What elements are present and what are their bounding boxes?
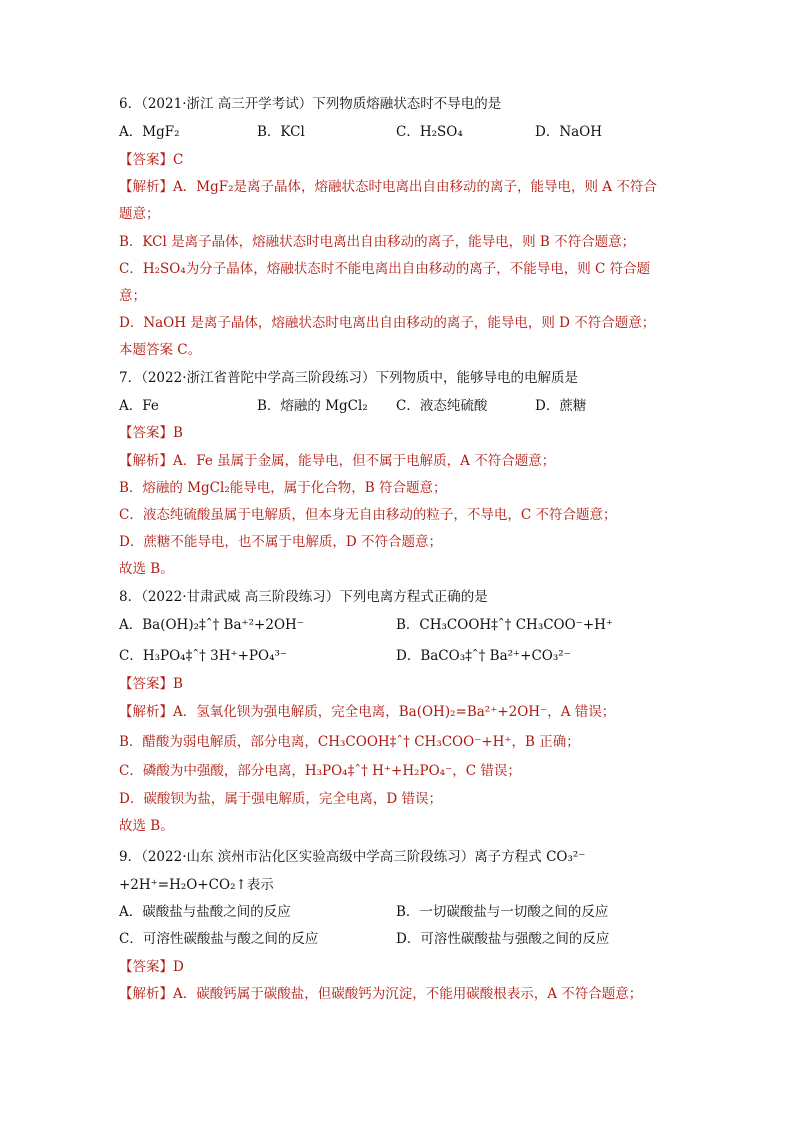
analysis-line: 题意； bbox=[119, 206, 160, 222]
option-c: C．液态纯硫酸 bbox=[396, 398, 488, 414]
analysis-line: 【解析】A．氢氧化钡为强电解质，完全电离，Ba(OH)₂=Ba²⁺+2OH⁻，A 错误； bbox=[119, 704, 616, 720]
option-b: B．CH₃COOH‡ˆ† CH₃COO⁻+H⁺ bbox=[396, 617, 614, 633]
analysis-line: C．磷酸为中强酸，部分电离，H₃PO₄‡ˆ† H⁺+H₂PO₄⁻，C 错误； bbox=[119, 763, 521, 779]
analysis-line: 【解析】A．碳酸钙属于碳酸盐，但碳酸钙为沉淀，不能用碳酸根表示，A 不符合题意； bbox=[119, 986, 643, 1002]
analysis-line: C．H₂SO₄为分子晶体，熔融状态时不能电离出自由移动的离子，不能导电，则 C 符合题 bbox=[119, 261, 651, 277]
analysis-line: D．碳酸钡为盐，属于强电解质，完全电离，D 错误； bbox=[119, 791, 442, 807]
question-9-stem-cont: +2H⁺=H₂O+CO₂↑表示 bbox=[119, 877, 274, 893]
analysis-line: 【解析】A．MgF₂是离子晶体，熔融状态时电离出自由移动的离子，能导电，则 A 不符合 bbox=[119, 179, 657, 195]
analysis-line: 意； bbox=[119, 288, 146, 304]
question-6-stem: 6．（2021·浙江 高三开学考试）下列物质熔融状态时不导电的是 bbox=[119, 96, 502, 112]
option-c: C．H₂SO₄ bbox=[396, 124, 463, 140]
option-c: C．可溶性碳酸盐与酸之间的反应 bbox=[119, 931, 319, 947]
analysis-line: B．熔融的 MgCl₂能导电，属于化合物，B 符合题意； bbox=[119, 480, 447, 496]
option-a: A．Fe bbox=[119, 398, 159, 414]
question-8-stem: 8．（2022·甘肃武威 高三阶段练习）下列电离方程式正确的是 bbox=[119, 589, 488, 605]
analysis-line: D．蔗糖不能导电，也不属于电解质，D 不符合题意； bbox=[119, 534, 442, 550]
option-b: B．一切碳酸盐与一切酸之间的反应 bbox=[396, 904, 609, 920]
question-8-answer: 【答案】B bbox=[119, 676, 183, 692]
option-b: B．KCl bbox=[257, 124, 305, 140]
analysis-line: 本题答案 C。 bbox=[119, 342, 202, 358]
option-d: D．NaOH bbox=[535, 124, 603, 140]
analysis-line: C．液态纯硫酸虽属于电解质，但本身无自由移动的粒子，不导电，C 不符合题意； bbox=[119, 507, 617, 523]
question-9-stem: 9．（2022·山东 滨州市沾化区实验高级中学高三阶段练习）离子方程式 CO₃²⁻ bbox=[119, 849, 586, 865]
analysis-line: B．醋酸为弱电解质，部分电离，CH₃COOH‡ˆ† CH₃COO⁻+H⁺，B 正确； bbox=[119, 734, 580, 750]
option-a: A．碳酸盐与盐酸之间的反应 bbox=[119, 904, 291, 920]
analysis-line: 故选 B。 bbox=[119, 561, 174, 577]
question-7-answer: 【答案】B bbox=[119, 425, 183, 441]
question-9-answer: 【答案】D bbox=[119, 959, 184, 975]
option-b: B．熔融的 MgCl₂ bbox=[257, 398, 368, 414]
option-d: D．BaCO₃‡ˆ† Ba²⁺+CO₃²⁻ bbox=[396, 648, 571, 664]
analysis-line: 【解析】A．Fe 虽属于金属，能导电，但不属于电解质，A 不符合题意； bbox=[119, 453, 556, 469]
option-c: C．H₃PO₄‡ˆ† 3H⁺+PO₄³⁻ bbox=[119, 648, 288, 664]
question-6-answer: 【答案】C bbox=[119, 152, 184, 168]
question-7-stem: 7．（2022·浙江省普陀中学高三阶段练习）下列物质中，能够导电的电解质是 bbox=[119, 370, 578, 386]
analysis-line: 故选 B。 bbox=[119, 818, 174, 834]
option-a: A．Ba(OH)₂‡ˆ† Ba⁺²+2OH⁻ bbox=[119, 617, 304, 633]
option-a: A．MgF₂ bbox=[119, 124, 180, 140]
analysis-line: B．KCl 是离子晶体，熔融状态时电离出自由移动的离子，能导电，则 B 不符合题意； bbox=[119, 234, 636, 250]
option-d: D．蔗糖 bbox=[535, 398, 587, 414]
option-d: D．可溶性碳酸盐与强酸之间的反应 bbox=[396, 931, 610, 947]
analysis-line: D．NaOH 是离子晶体，熔融状态时电离出自由移动的离子，能导电，则 D 不符合题意； bbox=[119, 315, 656, 331]
